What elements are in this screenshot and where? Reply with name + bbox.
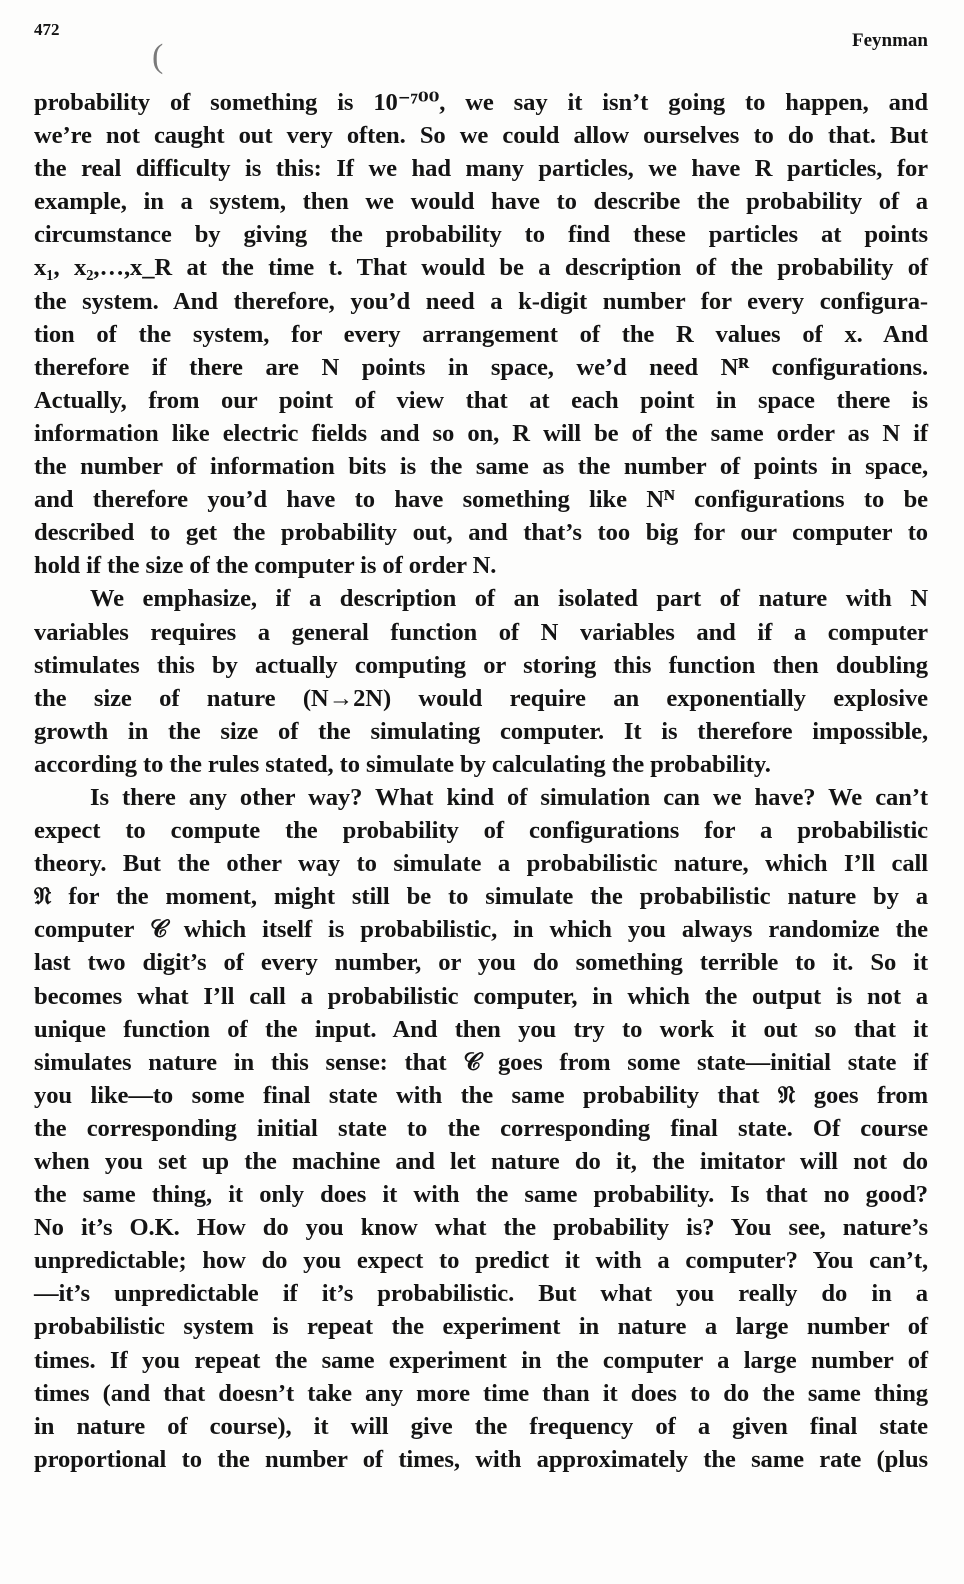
text-line: growth in the size of the simulating computer. It is therefore impossible,	[34, 717, 928, 745]
text-line: 𝔑 for the moment, might still be to simulate the probabilistic nature by a	[34, 883, 928, 911]
text-line: —it’s unpredictable if it’s probabilistic. But what you really do in a	[34, 1280, 928, 1308]
text-line: hold if the size of the computer is of order N.	[34, 552, 497, 580]
text-line: the size of nature (N→2N) would require an exponentially explosive	[34, 684, 928, 712]
text-line: the number of information bits is the same as the number of points in space,	[34, 453, 928, 481]
text-line: expect to compute the probability of configurations for a probabilistic	[34, 817, 928, 845]
text-line: unique function of the input. And then you try to work it out so that it	[34, 1015, 928, 1043]
text-line: information like electric fields and so on, R will be of the same order as N if	[34, 419, 928, 447]
page-header	[34, 20, 928, 75]
text-line: times (and that doesn’t take any more time than it does to do the same thing	[34, 1379, 928, 1407]
text-line: tion of the system, for every arrangement of the R values of x. And	[34, 320, 928, 348]
text-line: x₁, x₂,…,x_R at the time t. That would be a description of the probability of	[34, 254, 928, 282]
text-line: computer 𝒞 which itself is probabilistic, in which you always randomize the	[34, 916, 928, 944]
paragraph	[34, 582, 928, 781]
text-line: No it’s O.K. How do you know what the probability is? You see, nature’s	[34, 1214, 928, 1242]
text-line: the system. And therefore, you’d need a k-digit number for every configura-	[34, 287, 928, 315]
text-line: in nature of course), it will give the frequency of a given final state	[34, 1412, 928, 1440]
body-text	[34, 86, 928, 1476]
text-line: We emphasize, if a description of an isolated part of nature with N	[90, 585, 928, 613]
text-line: the corresponding initial state to the corresponding final state. Of course	[34, 1114, 928, 1142]
text-line: probabilistic system is repeat the experiment in nature a large number of	[34, 1313, 928, 1341]
text-line: according to the rules stated, to simulate by calculating the probability.	[34, 750, 771, 778]
page-number: 472	[34, 20, 60, 39]
text-line: therefore if there are N points in space, we’d need Nᴿ configurations.	[34, 353, 928, 381]
text-line: the real difficulty is this: If we had many particles, we have R particles, for	[34, 155, 928, 183]
text-line: unpredictable; how do you expect to predict it with a computer? You can’t,	[34, 1247, 928, 1275]
paragraph	[34, 781, 928, 1476]
text-line: stimulates this by actually computing or storing this function then doubling	[34, 651, 928, 679]
text-line: proportional to the number of times, with approximately the same rate (plus	[34, 1445, 928, 1473]
text-line: when you set up the machine and let nature do it, the imitator will not do	[34, 1148, 928, 1175]
text-line: Actually, from our point of view that at each point in space there is	[34, 386, 928, 414]
text-line: you like—to some final state with the same probability that 𝔑 goes from	[34, 1081, 928, 1109]
text-line: the same thing, it only does it with the same probability. Is that no good?	[34, 1181, 928, 1209]
text-line: and therefore you’d have to have something like Nᴺ configurations to be	[34, 486, 928, 514]
text-line: Is there any other way? What kind of simulation can we have? We can’t	[90, 783, 928, 811]
text-line: example, in a system, then we would have to describe the probability of a	[34, 188, 928, 216]
text-line: circumstance by giving the probability to find these particles at points	[34, 221, 928, 249]
paragraph	[34, 86, 928, 582]
text-line: we’re not caught out very often. So we could allow ourselves to do that. But	[34, 122, 928, 150]
text-line: probability of something is 10⁻⁷⁰⁰, we say it isn’t going to happen, and	[34, 89, 928, 116]
text-line: times. If you repeat the same experiment in the computer a large number of	[34, 1346, 928, 1374]
text-line: variables requires a general function of N variables and if a computer	[34, 618, 928, 646]
text-line: simulates nature in this sense: that 𝒞 goes from some state—initial state if	[34, 1048, 928, 1076]
text-line: becomes what I’ll call a probabilistic computer, in which the output is not a	[34, 982, 928, 1010]
running-head: Feynman	[852, 30, 928, 51]
text-line: last two digit’s of every number, or you do something terrible to it. So it	[34, 949, 928, 977]
text-line: theory. But the other way to simulate a probabilistic nature, which I’ll call	[34, 850, 928, 878]
text-line: described to get the probability out, and that’s too big for our computer to	[34, 519, 928, 547]
margin-mark: (	[152, 38, 164, 75]
